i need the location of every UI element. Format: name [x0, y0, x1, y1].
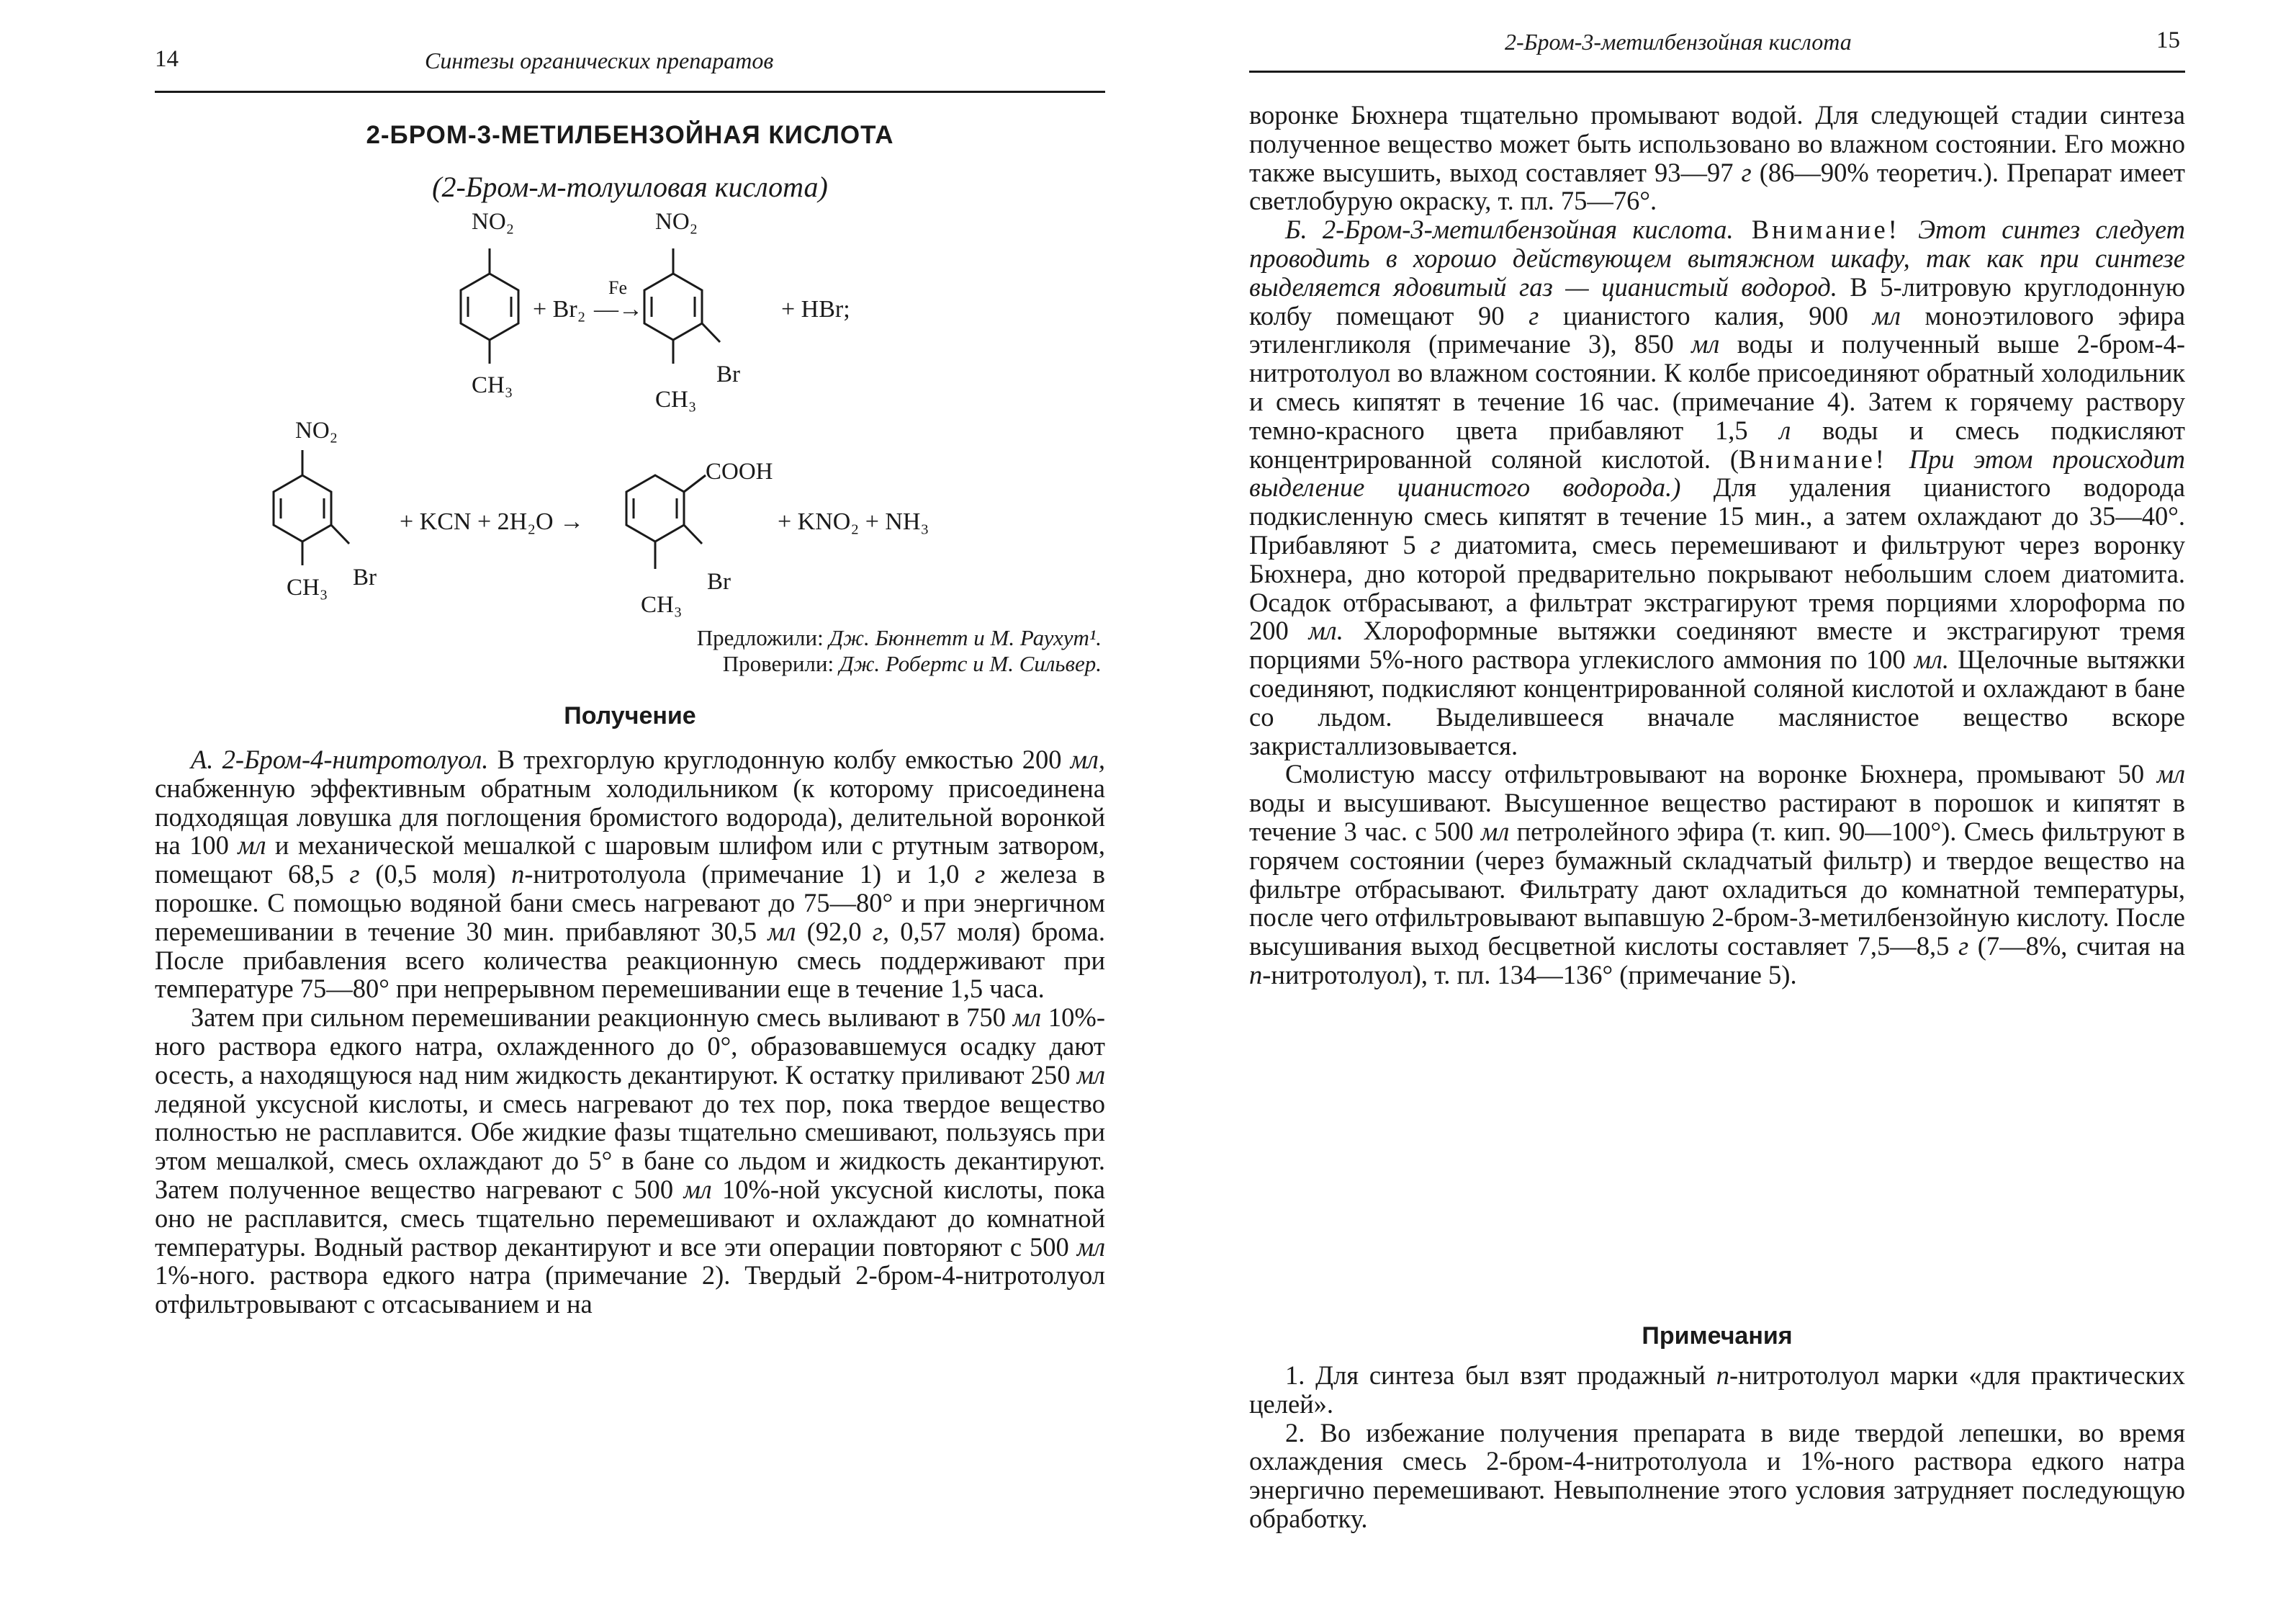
paragraph-c: Смолистую массу отфильтровывают на воронке Бюхнера, промывают 50 мл воды и высушивают. Высушенное вещество растирают в порошок и кипятят в течение 3 час. с 500 мл петролейного эфира (т. кип. 90—100°). Смесь фильтруют в горячем состоянии (через бумажный складчатый фильтр) и твердое вещество на фильтре отбрасывают. Фильтрату дают охладиться до комнатной температуры, после чего отфильтровывают выпавшую 2-бром-3-метилбензойную кислоту. После высушивания выход бесцветной кислоты составляет 7,5—8,5 г (7—8%, считая на п-нитротолуол), т. пл. 134—136° (примечание 5).: [1249, 759, 2185, 989]
credits-proposed-names: Дж. Бюннетт и М. Раухут¹.: [829, 625, 1102, 650]
nitro-group-label: NO₂: [472, 209, 515, 235]
left-page: [0, 0, 1138, 1616]
left-body-text: [155, 745, 1105, 1319]
notes-heading: Примечания: [1642, 1322, 1793, 1350]
paragraph-b: Затем при сильном перемешивании реакционную смесь выливают в 750 мл 10%-ного раствора едкого натра, охлажденного до 0°, образовавшемуся осадку дают осесть, а находящуюся над ним жидкость декантируют. К остатку приливают 250 мл ледяной уксусной кислоты, и смесь нагревают до тех пор, пока твердое вещество полностью не расплавится. Обе жидкие фазы тщательно смешивают, пользуясь при этом мешалкой, смесь охлаждают до 5° в бане со льдом и жидкость декантируют. Затем полученное вещество нагревают с 500 мл 10%-ной уксусной кислоты, пока оно не расплавится, смесь тщательно перемешивают и охлаждают до комнатной температуры. Водный раствор декантируют и все эти операции повторяют с 500 мл 1%-ного. раствора едкого натра (примечание 2). Твердый 2-бром-4-нитротолуол отфильтровывают с отсасыванием и на: [155, 1002, 1105, 1319]
section-heading: Получение: [564, 702, 696, 730]
reagents-label: + KCN + 2H₂O →: [400, 508, 585, 535]
reactant-benzene-ring-2: [274, 450, 349, 565]
credits-proposed-label: Предложили:: [696, 625, 824, 650]
nitro-group-label: NO₂: [655, 209, 698, 235]
right-body-text: [1249, 101, 2185, 989]
reaction-arrow: —→: [594, 296, 643, 323]
running-head: Синтезы органических препаратов: [425, 48, 774, 73]
reaction-equation-2: [0, 0, 1138, 648]
methyl-group-label: CH₃: [641, 592, 683, 618]
credits-checked: [432, 651, 1102, 677]
credits-proposed: [432, 625, 1102, 651]
bromo-group-label: Br: [716, 362, 740, 387]
article-title: 2-БРОМ-3-МЕТИЛБЕНЗОЙНАЯ КИСЛОТА: [366, 121, 894, 149]
credits-checked-names: Дж. Робертс и М. Сильвер.: [839, 651, 1102, 676]
bromo-group-label: Br: [353, 565, 377, 591]
nitro-group-label: NO₂: [295, 418, 338, 444]
methyl-group-label: CH₃: [655, 387, 697, 413]
right-page: [1152, 0, 2296, 1616]
paragraph-a: А. 2-Бром-4-нитротолуол. В трехгорлую круглодонную колбу емкостью 200 мл, снабженную эффективным обратным холодильником (к которому присоединена подходящая ловушка для поглощения бромистого водорода), делительной воронкой на 100 мл и механической мешалкой с шаровым шлифом или с ртутным затвором, помещают 68,5 г (0,5 моля) п-нитротолуола (примечание 1) и 1,0 г железа в порошке. С помощью водяной бани смесь нагревают до 75—80° и при энергичном перемешивании в течение 30 мин. прибавляют 30,5 мл (92,0 г, 0,57 моля) брома. После прибавления всего количества реакционную смесь поддерживают при температуре 75—80° при непрерывном перемешивании еще в течение 1,5 часа.: [155, 745, 1106, 1004]
note-1: 1. Для синтеза был взят продажный п-нитротолуол марки «для практических целей».: [1249, 1360, 2185, 1419]
notes-text: [1249, 1361, 2185, 1533]
hbr-product-label: + HBr;: [781, 296, 850, 323]
header-rule: [1249, 71, 2185, 73]
credits-checked-label: Проверили:: [722, 651, 834, 676]
catalyst-label: Fe: [608, 277, 627, 298]
methyl-group-label: CH₃: [287, 575, 328, 601]
paragraph-a-continued: воронке Бюхнера тщательно промывают водой. Для следующей стадии синтеза полученное вещество может быть использовано во влажном состоянии. Его можно также высушить, выход составляет 93—97 г (86—90% теоретич.). Препарат имеет светлобурую окраску, т. пл. 75—76°.: [1249, 100, 2186, 216]
products-label: + KNO₂ + NH₃: [778, 508, 929, 535]
page-number: 14: [155, 46, 179, 72]
paragraph-b: Б. 2-Бром-3-метилбензойная кислота. Внимание! Этот синтез следует проводить в хорошо действующем вытяжном шкафу, так как при синтезе выделяется ядовитый газ — цианистый водород. В 5-литровую круглодонную колбу помещают 90 г цианистого калия, 900 мл моноэтилового эфира этиленгликоля (примечание 3), 850 мл воды и полученный выше 2-бром-4-нитротолуол во влажном состоянии. К колбе присоединяют обратный холодильник и смесь кипятят в течение 16 час. (примечание 4). Затем к горячему раствору темно-красного цвета прибавляют 1,5 л воды и смесь подкисляют концентрированной соляной кислотой. (Внимание! При этом происходит выделение цианистого водорода.) Для удаления цианистого водорода подкисленную смесь кипятят в течение 15 мин., а затем охлаждают до 35—40°. Прибавляют 5 г диатомита, смесь перемешивают и фильтруют через воронку Бюхнера, дно которой предварительно покрывают небольшим слоем диатомита. Осадок отбрасывают, а фильтрат экстрагируют тремя порциями хлороформа по 200 мл. Хлороформные вытяжки соединяют вместе и экстрагируют тремя порциями 5%-ного раствора углекислого аммония по 100 мл. Щелочные вытяжки соединяют, подкисляют концентрированной соляной кислотой и охлаждают в бане со льдом. Выделившееся вначале маслянистое вещество вскоре закристаллизовывается.: [1249, 215, 2186, 760]
note-2: 2. Во избежание получения препарата в виде твердой лепешки, во время охлаждения смесь 2-бром-4-нитротолуола и 1%-ного раствора едкого натра энергично перемешивают. Невыполнение этого условия затрудняет последующую обработку.: [1249, 1417, 2185, 1533]
bromine-reagent-label: + Br₂: [533, 296, 586, 323]
carboxyl-group-label: COOH: [706, 459, 773, 485]
product-benzene-ring-2: [626, 475, 706, 569]
running-head: 2-Бром-3-метилбензойная кислота: [1505, 29, 1852, 55]
bromo-group-label: Br: [707, 569, 731, 595]
page-number: 15: [2156, 27, 2180, 53]
methyl-group-label: CH₃: [472, 372, 513, 398]
article-subtitle: (2-Бром-м-толуиловая кислота): [432, 171, 828, 203]
